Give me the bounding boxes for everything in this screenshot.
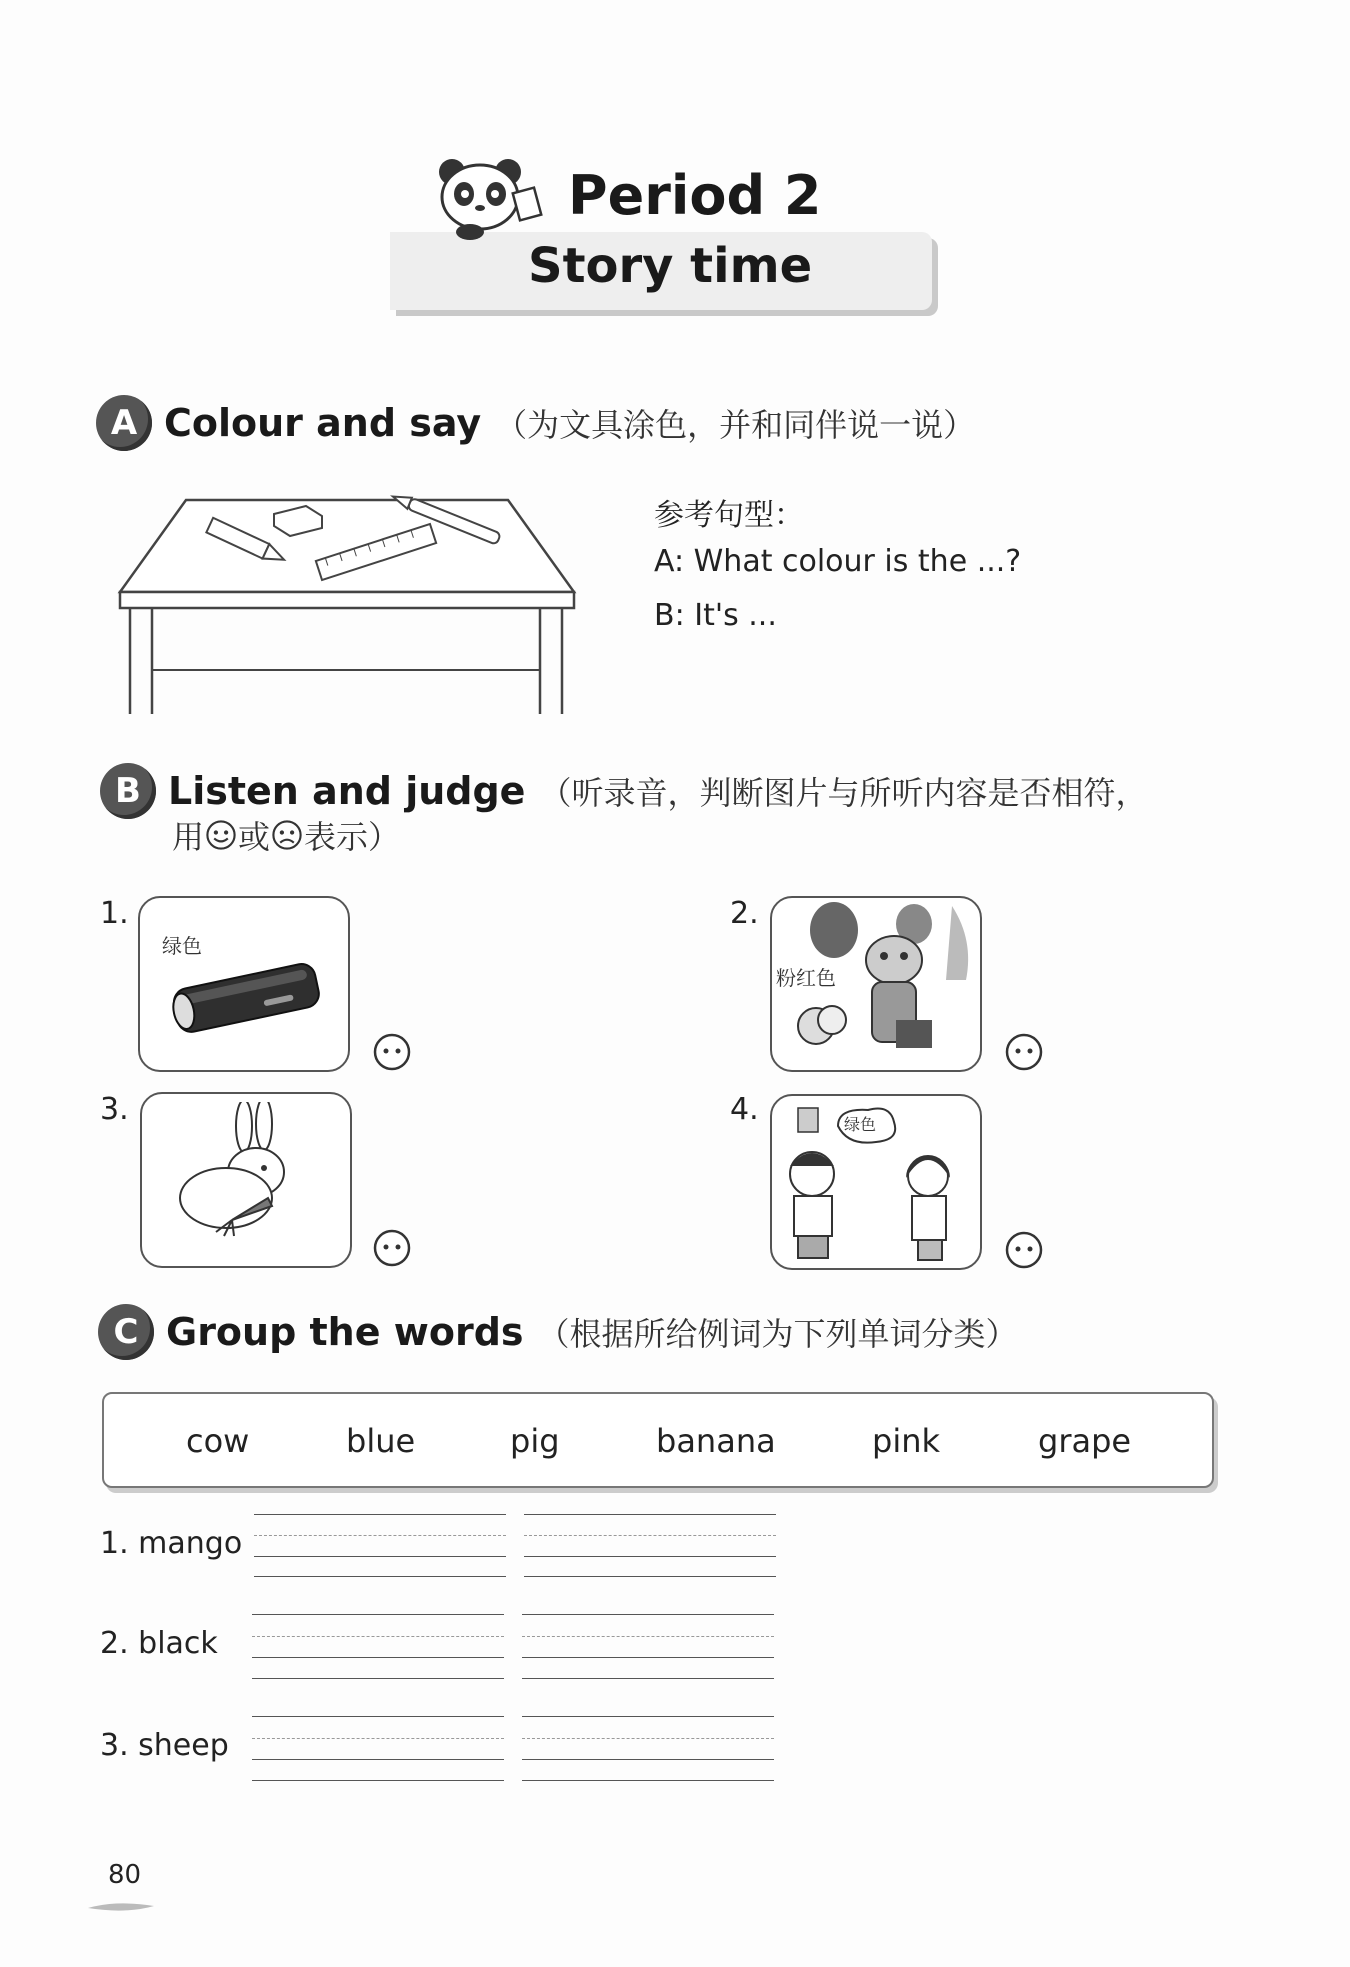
pencil-case-icon [166, 956, 326, 1036]
writing-line-base[interactable] [524, 1556, 776, 1557]
question-2-label: 2. black [100, 1626, 218, 1661]
writing-line-mid [524, 1535, 776, 1536]
item-4-picture [770, 1094, 982, 1270]
item-4-label: 绿色 [844, 1115, 877, 1134]
writing-line-mid [252, 1738, 504, 1739]
answer-face-4-icon[interactable] [1004, 1230, 1044, 1270]
section-c-heading [98, 1304, 1018, 1360]
writing-line-base[interactable] [252, 1759, 504, 1760]
page-swoosh-decoration [86, 1900, 156, 1914]
writing-line-top [522, 1716, 774, 1717]
writing-line-base[interactable] [254, 1556, 506, 1557]
writing-line-top [252, 1716, 504, 1717]
word-bank-word: blue [346, 1422, 416, 1460]
writing-line-bottom [524, 1576, 776, 1577]
section-b-badge: B [100, 763, 156, 819]
reference-label: 参考句型： [654, 498, 804, 533]
item-4-number: 4. [730, 1092, 759, 1127]
panda-mascot-icon [430, 152, 550, 242]
answer-face-2-icon[interactable] [1004, 1032, 1044, 1072]
writing-line-base[interactable] [522, 1759, 774, 1760]
section-c-title: Group the words [166, 1310, 524, 1354]
writing-line-bottom [522, 1780, 774, 1781]
section-c-badge: C [98, 1304, 154, 1360]
reference-sentence-a: A: What colour is the ...? [654, 544, 1022, 579]
writing-line-top [252, 1614, 504, 1615]
section-b-hint-line1: （听录音，判断图片与所听内容是否相符， [539, 774, 1148, 812]
story-subtitle: Story time [528, 238, 813, 294]
writing-line-bottom [254, 1576, 506, 1577]
writing-line-mid [254, 1535, 506, 1536]
writing-line-bottom [252, 1678, 504, 1679]
smiley-face-icon [204, 818, 238, 852]
hint-or-text: 或 [238, 818, 271, 856]
item-2-number: 2. [730, 896, 759, 931]
section-b-title: Listen and judge [168, 769, 526, 813]
writing-line-base[interactable] [522, 1657, 774, 1658]
writing-line-bottom [522, 1678, 774, 1679]
writing-line-top [254, 1514, 506, 1515]
writing-line-mid [522, 1738, 774, 1739]
writing-line-mid [252, 1636, 504, 1637]
item-1-picture [138, 896, 350, 1072]
question-3-label: 3. sheep [100, 1728, 229, 1763]
section-a-badge: A [96, 395, 152, 451]
writing-line-base[interactable] [252, 1657, 504, 1658]
item-3-number: 3. [100, 1092, 129, 1127]
writing-line-mid [522, 1636, 774, 1637]
writing-line-top [522, 1614, 774, 1615]
item-1-label: 绿色 [162, 934, 202, 958]
reference-sentence-b: B: It's ... [654, 598, 777, 633]
sad-face-icon [270, 818, 304, 852]
period-title: Period 2 [568, 164, 822, 227]
section-a-heading [96, 395, 975, 451]
item-1-number: 1. [100, 896, 129, 931]
word-bank-word: pig [510, 1422, 560, 1460]
section-a-hint: （为文具涂色，并和同伴说一说） [495, 406, 976, 444]
word-bank-word: cow [186, 1422, 250, 1460]
question-1-label: 1. mango [100, 1526, 243, 1561]
item-2-label: 粉红色 [776, 962, 836, 991]
section-c-hint: （根据所给例词为下列单词分类） [537, 1315, 1018, 1353]
section-a-title: Colour and say [164, 401, 482, 445]
item-3-picture [140, 1092, 352, 1268]
hint-use-text: 用 [172, 818, 205, 856]
desk-illustration [116, 492, 578, 714]
writing-line-bottom [252, 1780, 504, 1781]
item-2-picture [770, 896, 982, 1072]
writing-line-top [524, 1514, 776, 1515]
answer-face-1-icon[interactable] [372, 1032, 412, 1072]
word-bank-word: grape [1038, 1422, 1132, 1460]
hint-show-text: 表示） [304, 818, 401, 856]
page-number: 80 [108, 1860, 142, 1890]
word-bank-word: banana [656, 1422, 776, 1460]
word-bank-word: pink [872, 1422, 941, 1460]
rabbit-with-carrot-icon [172, 1102, 322, 1258]
section-b-hint-line2 [172, 812, 400, 858]
section-b-heading [100, 763, 1147, 819]
answer-face-3-icon[interactable] [372, 1228, 412, 1268]
